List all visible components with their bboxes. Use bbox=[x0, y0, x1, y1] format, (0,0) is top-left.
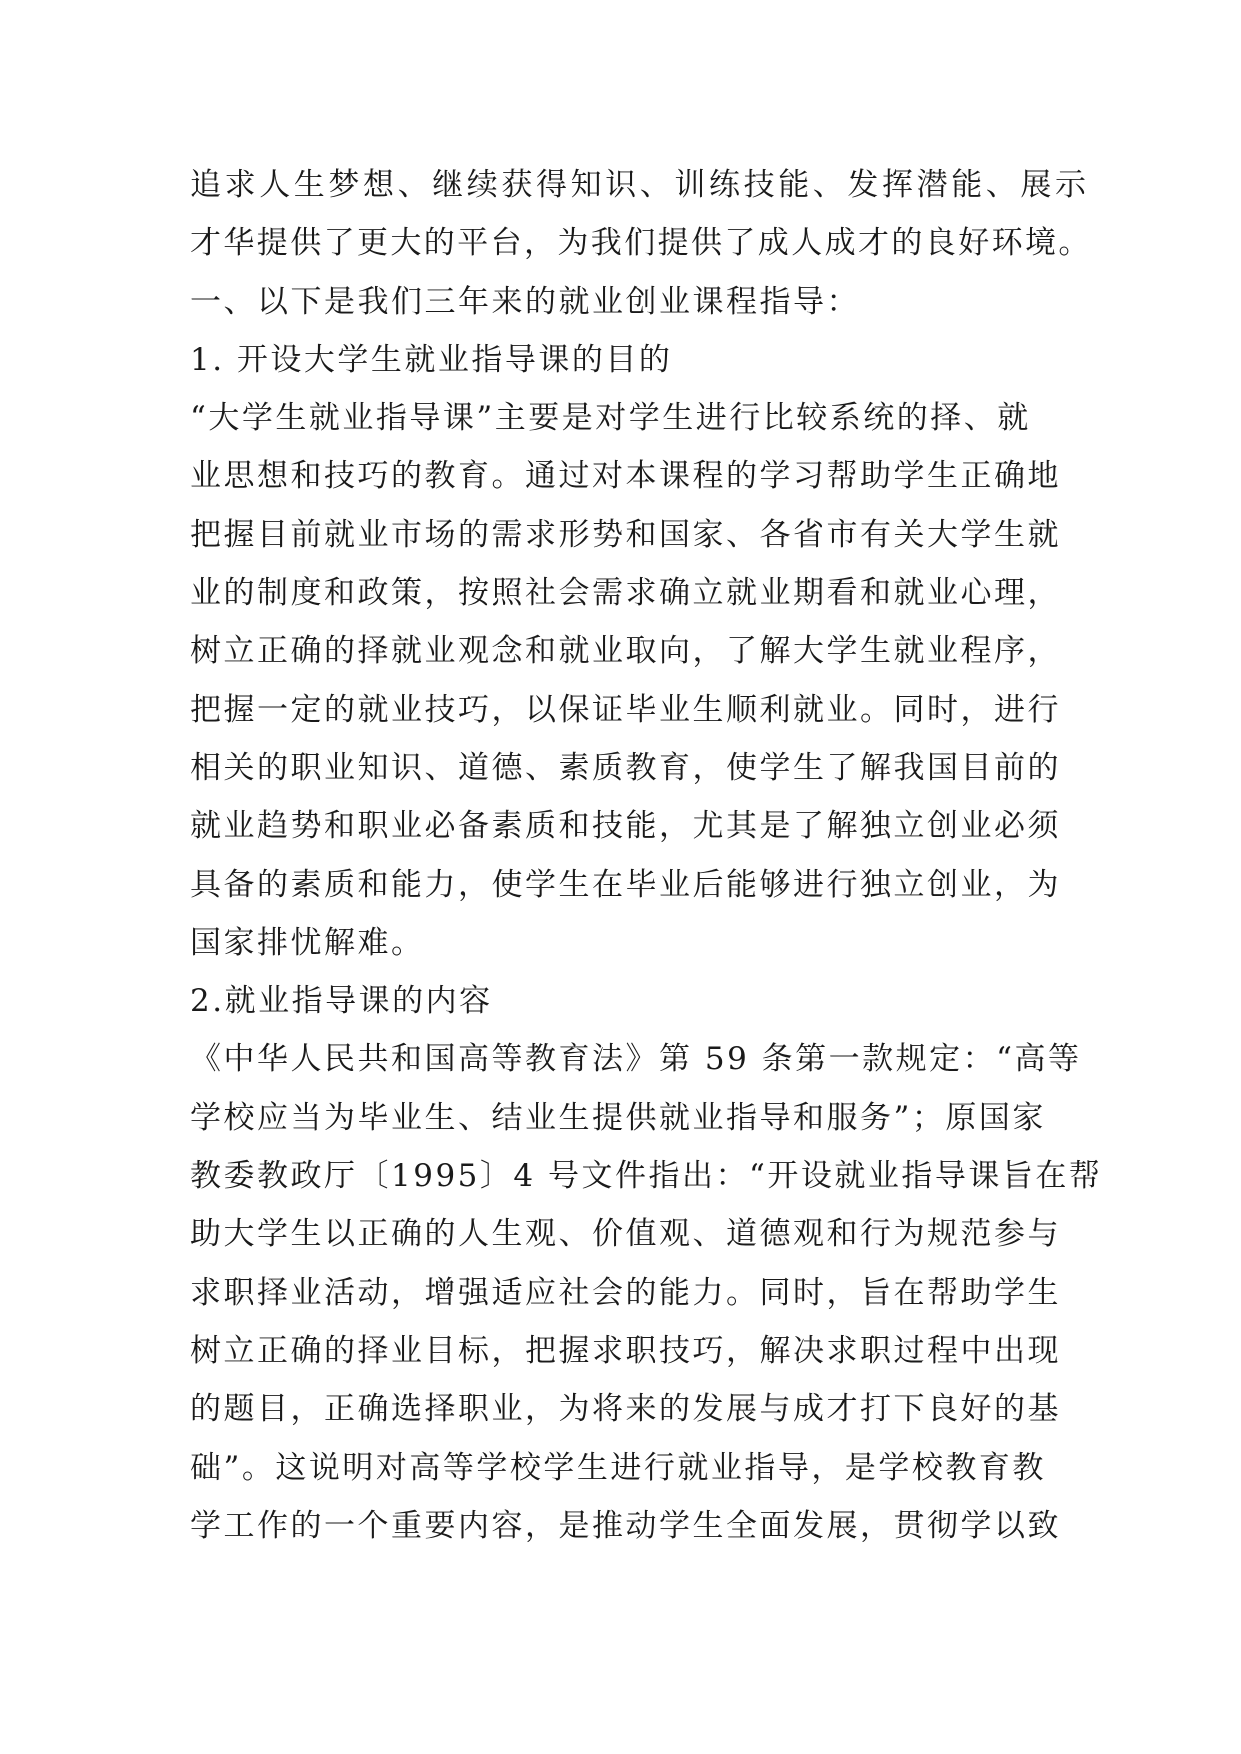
text-line: 国家排忧解难。 bbox=[190, 924, 425, 961]
text-line: 具备的素质和能力，使学生在毕业后能够进行独立创业，为 bbox=[190, 866, 1061, 903]
section-heading: 一、以下是我们三年来的就业创业课程指导： bbox=[190, 283, 860, 320]
text-line: 把握一定的就业技巧，以保证毕业生顺利就业。同时，进行 bbox=[190, 691, 1061, 728]
text-line: “大学生就业指导课”主要是对学生进行比较系统的择、就 bbox=[190, 400, 1031, 437]
document-body bbox=[190, 156, 1103, 1555]
text-line: 础”。这说明对高等学校学生进行就业指导，是学校教育教 bbox=[190, 1449, 1046, 1486]
text-line: 学工作的一个重要内容，是推动学生全面发展，贯彻学以致 bbox=[190, 1507, 1061, 1544]
text-line: 求职择业活动，增强适应社会的能力。同时，旨在帮助学生 bbox=[190, 1274, 1061, 1311]
subsection-heading: 2.就业指导课的内容 bbox=[190, 983, 493, 1020]
text-line: 树立正确的择业目标，把握求职技巧，解决求职过程中出现 bbox=[190, 1332, 1061, 1369]
text-line: 树立正确的择就业观念和就业取向，了解大学生就业程序， bbox=[190, 633, 1061, 670]
text-line: 助大学生以正确的人生观、价值观、道德观和行为规范参与 bbox=[190, 1216, 1061, 1253]
text-line: 的题目，正确选择职业，为将来的发展与成才打下良好的基 bbox=[190, 1391, 1061, 1428]
text-line: 业的制度和政策，按照社会需求确立就业期看和就业心理， bbox=[190, 575, 1061, 612]
text-line: 才华提供了更大的平台，为我们提供了成人成才的良好环境。 bbox=[190, 225, 1092, 262]
text-line: 《中华人民共和国高等教育法》第 59 条第一款规定：“高等 bbox=[190, 1041, 1082, 1078]
text-line: 相关的职业知识、道德、素质教育，使学生了解我国目前的 bbox=[190, 749, 1061, 786]
text-line: 教委教政厅〔1995〕4 号文件指出：“开设就业指导课旨在帮 bbox=[190, 1158, 1103, 1195]
text-line: 业思想和技巧的教育。通过对本课程的学习帮助学生正确地 bbox=[190, 458, 1061, 495]
subsection-heading: 1. 开设大学生就业指导课的目的 bbox=[190, 341, 673, 378]
text-line: 追求人生梦想、继续获得知识、训练技能、发挥潜能、展示 bbox=[190, 167, 1090, 203]
text-line: 学校应当为毕业生、结业生提供就业指导和服务”；原国家 bbox=[190, 1099, 1046, 1136]
text-line: 就业趋势和职业必备素质和技能，尤其是了解独立创业必须 bbox=[190, 808, 1061, 845]
text-line: 把握目前就业市场的需求形势和国家、各省市有关大学生就 bbox=[190, 516, 1061, 553]
